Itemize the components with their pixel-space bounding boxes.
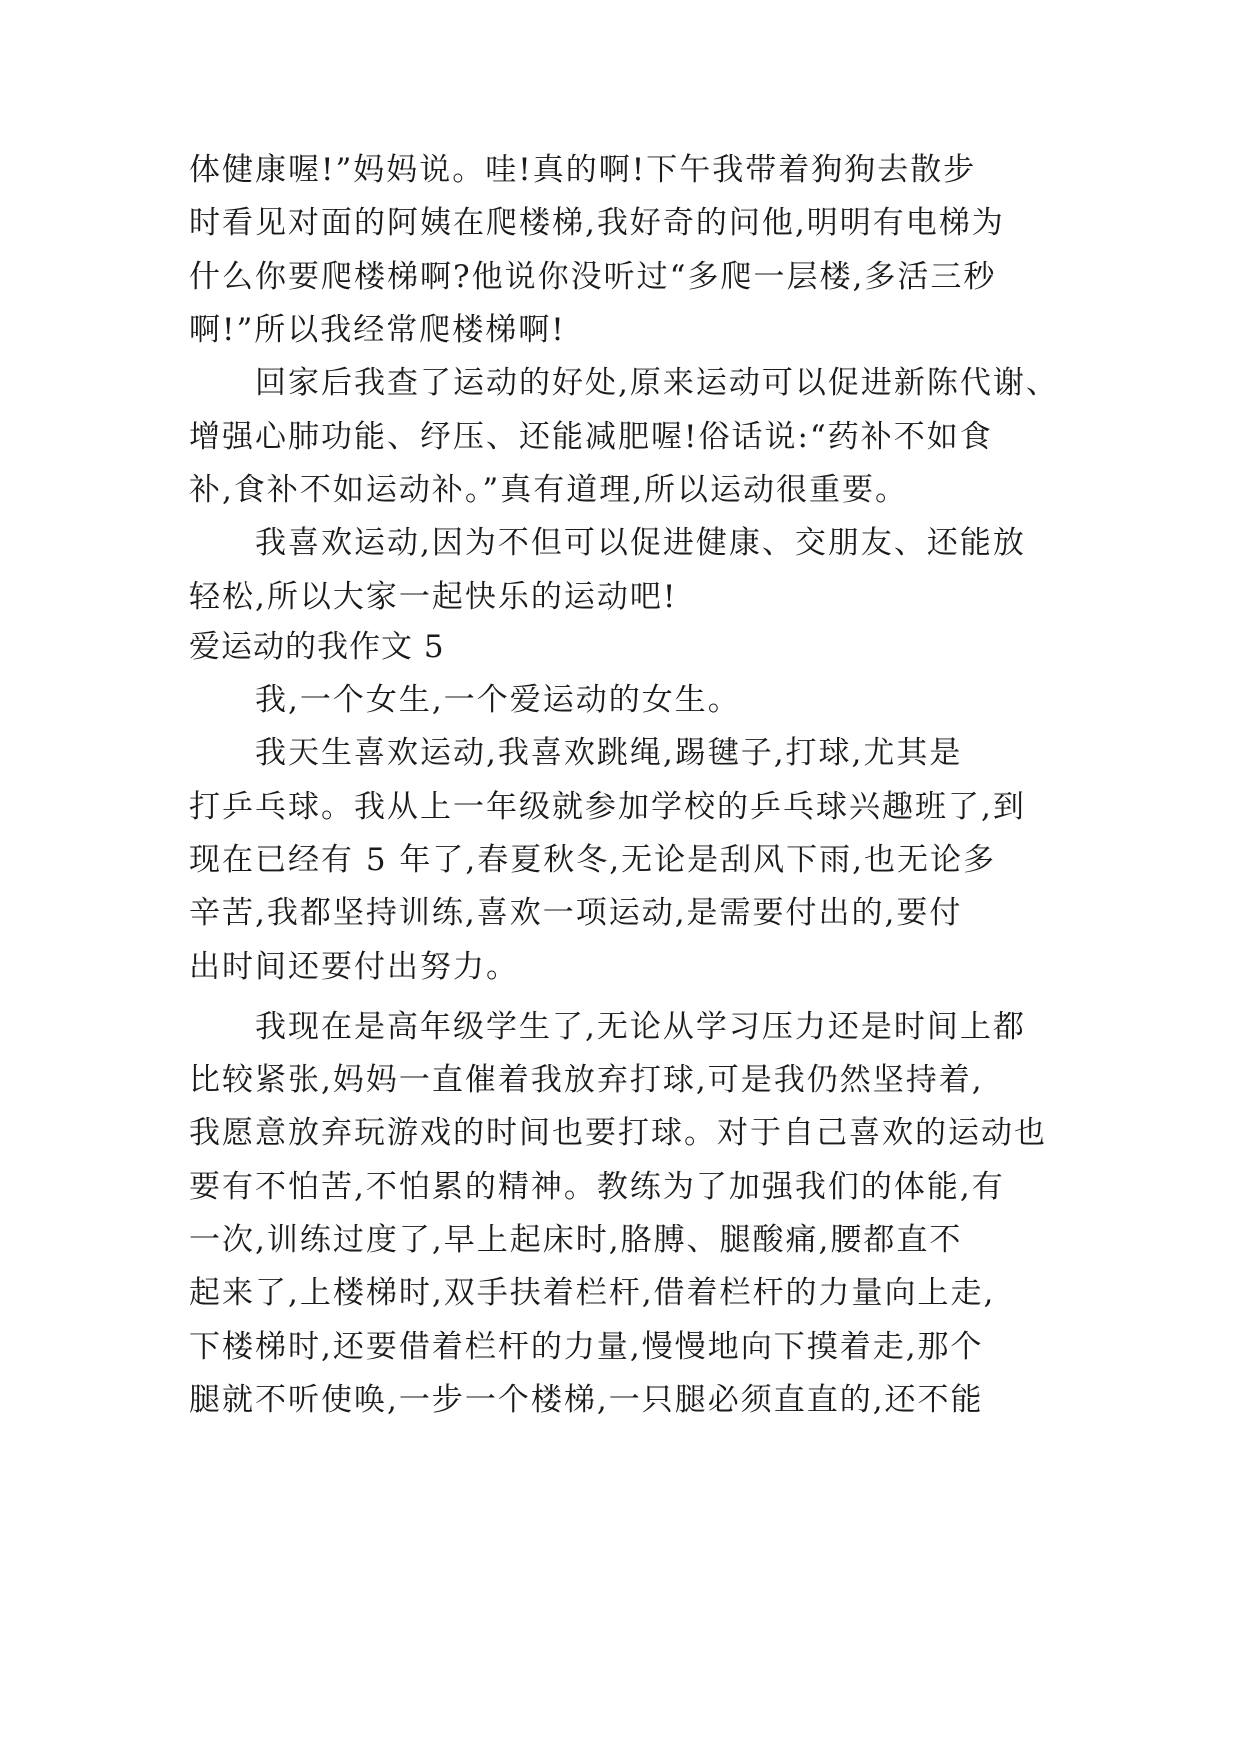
text-line: 辛苦,我都坚持训练,喜欢一项运动,是需要付出的,要付 [189,895,963,931]
text-line: 出时间还要付出努力。 [189,949,519,985]
text-line: 起来了,上楼梯时,双手扶着栏杆,借着栏杆的力量向上走, [189,1275,996,1311]
text-line: 我喜欢运动,因为不但可以促进健康、交朋友、还能放 [255,525,1026,561]
text-line: 比较紧张,妈妈一直催着我放弃打球,可是我仍然坚持着, [189,1062,984,1098]
text-line: 什么你要爬楼梯啊?他说你没听过“多爬一层楼,多活三秒 [189,259,997,295]
text-line: 下楼梯时,还要借着栏杆的力量,慢慢地向下摸着走,那个 [189,1329,984,1365]
section-heading: 爱运动的我作文 5 [189,629,445,665]
text-line: 一次,训练过度了,早上起床时,胳膊、腿酸痛,腰都直不 [189,1222,963,1258]
text-line: 要有不怕苦,不怕累的精神。教练为了加强我们的体能,有 [189,1169,1005,1205]
text-line: 我天生喜欢运动,我喜欢跳绳,踢毽子,打球,尤其是 [255,735,963,771]
text-line: 补,食补不如运动补。”真有道理,所以运动很重要。 [189,472,909,508]
text-line: 轻松,所以大家一起快乐的运动吧! [189,579,678,615]
text-line: 时看见对面的阿姨在爬楼梯,我好奇的问他,明明有电梯为 [189,205,1005,241]
text-line: 回家后我查了运动的好处,原来运动可以促进新陈代谢、 [255,365,1059,401]
text-line: 我,一个女生,一个爱运动的女生。 [255,682,741,718]
text-line: 啊!”所以我经常爬楼梯啊! [189,312,566,348]
text-line: 腿就不听使唤,一步一个楼梯,一只腿必须直直的,还不能 [189,1382,984,1418]
text-line: 我愿意放弃玩游戏的时间也要打球。对于自己喜欢的运动也 [189,1115,1047,1151]
text-line: 现在已经有 5 年了,春夏秋冬,无论是刮风下雨,也无论多 [189,842,996,878]
text-line: 增强心肺功能、纾压、还能减肥喔!俗话说:“药补不如食 [189,419,993,455]
text-line: 打乒乓球。我从上一年级就参加学校的乒乓球兴趣班了,到 [189,789,1026,825]
text-line: 体健康喔!”妈妈说。哇!真的啊!下午我带着狗狗去散步 [189,152,977,188]
text-line: 我现在是高年级学生了,无论从学习压力还是时间上都 [255,1009,1026,1045]
